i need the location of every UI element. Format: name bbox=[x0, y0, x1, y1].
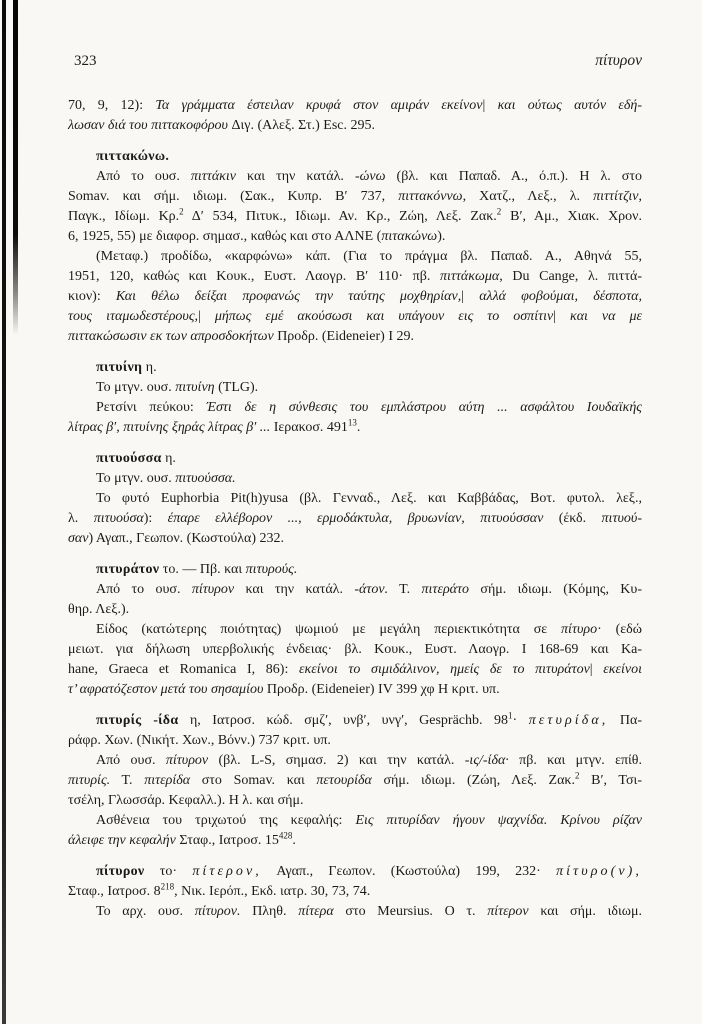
text-run: πιτυούσα bbox=[93, 511, 144, 526]
paragraph bbox=[68, 580, 642, 620]
text-line bbox=[68, 489, 642, 509]
text-run: Από το ουσ. bbox=[96, 582, 192, 597]
text-run: ) Αγαπ., Γεωπον. (Κωστούλα) 232. bbox=[88, 531, 285, 546]
text-run: | bbox=[461, 289, 480, 304]
text-run: πιτυράτον bbox=[96, 562, 160, 577]
paragraph bbox=[68, 96, 642, 136]
text-run: τ’ αφρατόζεστον μετά του σησαμίου bbox=[68, 682, 267, 697]
text-run: πιτυρούς. bbox=[245, 562, 298, 577]
text-run: αλλά φοβούμαι, δέσποτα, bbox=[479, 289, 642, 304]
paragraph bbox=[68, 620, 642, 700]
text-run: 2 bbox=[179, 206, 184, 217]
text-run: και την κατάλ. bbox=[234, 582, 355, 597]
text-run: 2 bbox=[574, 770, 580, 781]
text-run: λ. bbox=[68, 511, 94, 526]
entry-paragraph bbox=[68, 358, 642, 378]
text-line bbox=[68, 398, 642, 418]
text-run: (βλ. και Παπαδ. Α., ό.π.). Η λ. στο bbox=[385, 169, 642, 184]
text-run: πιτυρίς -ίδα bbox=[96, 713, 179, 728]
text-line bbox=[68, 327, 642, 347]
paragraph bbox=[68, 167, 642, 247]
text-line bbox=[68, 680, 642, 700]
text-run: πιτυούσσα. bbox=[175, 471, 236, 486]
text-run: -άτον. bbox=[354, 582, 389, 597]
text-run: λωσαν διά του πιττακοφόρου bbox=[68, 118, 232, 133]
text-run: έπαρε ελλέβορον ..., ερμοδάκτυλα, βρυωνίαν, πιτυούσσαν bbox=[167, 511, 544, 526]
text-run: , Νικ. Ιερόπ., Εκδ. ιατρ. 30, 73, 74. bbox=[174, 884, 371, 899]
text-line bbox=[68, 811, 642, 831]
text-run: Εις πιτυρίδαν ήγουν ψαχνίδα. Κρίνου ρίζαν bbox=[355, 813, 642, 828]
text-run: πιττακώνω. bbox=[96, 149, 170, 164]
text-run: ράφρ. Χων. (Νικήτ. Χων., Βόνν.) 737 κριτ. υπ. bbox=[68, 733, 331, 748]
text-line bbox=[68, 580, 642, 600]
text-run: 1951, 120, καθώς και Κουκ., Ευστ. Λαογρ. Β′ 110· πβ. bbox=[68, 269, 440, 284]
text-run: | bbox=[198, 309, 215, 324]
paragraph bbox=[68, 751, 642, 811]
text-line bbox=[68, 862, 642, 882]
text-line bbox=[68, 469, 642, 489]
text-line bbox=[68, 600, 642, 620]
entry-paragraph bbox=[68, 560, 642, 580]
text-run: Somav. και σήμ. ιδιωμ. (Σακ., Κυπρ. Β′ 737, bbox=[68, 189, 399, 204]
binding-shadow-inner bbox=[13, 0, 18, 335]
text-run: hane, Graeca et Romanica I, 86): bbox=[68, 662, 299, 677]
text-run: πιτυού- bbox=[601, 511, 642, 526]
text-run: | bbox=[482, 98, 498, 113]
text-line bbox=[68, 96, 642, 116]
text-run: , bbox=[638, 189, 642, 204]
text-run: πίτερον bbox=[487, 904, 529, 919]
page-header bbox=[68, 52, 642, 70]
text-line bbox=[68, 227, 642, 247]
text-line bbox=[68, 207, 642, 227]
text-run: τους ιταμωδεστέρους, bbox=[68, 309, 199, 324]
text-run: και ούτως αυτόν εδή- bbox=[497, 98, 642, 113]
text-run: πιτερίδα bbox=[144, 773, 191, 788]
text-line bbox=[68, 791, 642, 811]
text-run: στο Meursius. Ο τ. bbox=[333, 904, 488, 919]
paragraph bbox=[68, 247, 642, 347]
text-run: ). bbox=[437, 229, 446, 244]
text-run: Ασθένεια του τριχωτού της κεφαλής: bbox=[96, 813, 356, 828]
paragraph bbox=[68, 469, 642, 489]
text-run: πβ. και μτγν. επίθ. bbox=[508, 753, 642, 768]
text-run: (Μεταφ.) προδίδω, «καρφώνω» κάπ. (Για το πράγμα βλ. Παπαδ. Α., Αθηνά 55, bbox=[96, 249, 642, 264]
text-run: Το φυτό Euphorbia Pit(h)yusa (βλ. Γενναδ., Λεξ. και Καββάδας, Βοτ. φυτολ. λεξ., bbox=[96, 491, 642, 506]
text-run: πίτυρο bbox=[561, 622, 598, 637]
page-number: 323 bbox=[74, 53, 97, 69]
text-run: πιττάκιν bbox=[190, 169, 236, 184]
text-run: , Du Cange, λ. πιττά- bbox=[499, 269, 643, 284]
text-line bbox=[68, 509, 642, 529]
text-run: πετυρίδα, bbox=[528, 713, 609, 728]
text-run: (TLG). bbox=[214, 380, 259, 395]
text-run: · (εδώ bbox=[597, 622, 642, 637]
text-run: Από ουσ. bbox=[96, 753, 166, 768]
text-run: πιτυούσσα bbox=[96, 451, 162, 466]
text-run: και να με bbox=[569, 309, 642, 324]
text-run: η. bbox=[142, 360, 157, 375]
text-run: Είδος (κατώτερης ποιότητας) ψωμιού με μεγάλη περιεκτικότητα σε bbox=[96, 622, 562, 637]
text-run: πίτυρον bbox=[165, 753, 209, 768]
text-run: 218 bbox=[160, 881, 175, 892]
text-line bbox=[68, 640, 642, 660]
running-head: πίτυρον bbox=[595, 52, 642, 69]
paragraph bbox=[68, 811, 642, 851]
text-line bbox=[68, 147, 642, 167]
text-run: Προδρ. (Eideneier) I 29. bbox=[277, 329, 414, 344]
text-line bbox=[68, 167, 642, 187]
text-run: πίτερον, bbox=[192, 864, 262, 879]
text-run: εκείνοι bbox=[603, 662, 642, 677]
text-run: Ρετσίνι πεύκου: bbox=[96, 400, 207, 415]
text-line bbox=[68, 771, 642, 791]
text-run: Τα γράμματα έστειλαν κρυφά στον αμιράν εκείνον bbox=[155, 98, 483, 113]
page-body bbox=[68, 96, 642, 922]
text-run: Β′, Αμ., Χιακ. Χρον. bbox=[501, 209, 642, 224]
text-line bbox=[68, 902, 642, 922]
entry-paragraph bbox=[68, 862, 642, 902]
text-line bbox=[68, 287, 642, 307]
text-run: πετουρίδα bbox=[316, 773, 372, 788]
text-run: το. — Πβ. και bbox=[159, 562, 246, 577]
text-run: Το αρχ. ουσ. bbox=[96, 904, 195, 919]
text-run: · bbox=[512, 713, 529, 728]
text-run: η. bbox=[161, 451, 176, 466]
text-line bbox=[68, 267, 642, 287]
text-run: εκείνοι το σιμιδάλινον, ημείς δε το πιτυράτον bbox=[299, 662, 590, 677]
text-run: άλειφε την κεφαλήν bbox=[68, 833, 180, 848]
text-run: πίτυρον bbox=[96, 864, 145, 879]
text-run: σαν bbox=[68, 531, 89, 546]
text-line bbox=[68, 731, 642, 751]
text-line bbox=[68, 418, 642, 438]
text-run: Το μτγν. ουσ. bbox=[96, 380, 176, 395]
paragraph bbox=[68, 902, 642, 922]
text-run: 13 bbox=[347, 417, 357, 428]
text-run: Δ′ 534, Πιτυκ., Ιδιωμ. Αν. Κρ., Ζώη, Λεξ. Ζακ. bbox=[183, 209, 497, 224]
text-run: Έστι δε η σύνθεσις του εμπλάστρου αύτη ... ασφάλτου Ιουδαϊκής bbox=[206, 400, 642, 415]
text-run: η, Ιατροσ. κώδ. σμζ′, υνβ′, υνγ′, Gesprächb. 98 bbox=[178, 713, 509, 728]
text-run: μειωτ. για δήλωση υπερβολικής ένδειας· βλ. Κουκ., Ευστ. Λαογρ. I 168-69 και Ka- bbox=[68, 642, 642, 657]
entry-paragraph bbox=[68, 711, 642, 751]
text-run: Αγαπ., Γεωπον. (Κωστούλα) 199, 232· bbox=[261, 864, 557, 879]
text-run: Παγκ., Ιδίωμ. Κρ. bbox=[68, 209, 180, 224]
text-run: πιτακώνω bbox=[381, 229, 438, 244]
text-run: πίτυρον. bbox=[194, 904, 241, 919]
text-line bbox=[68, 560, 642, 580]
text-run: Πα- bbox=[608, 713, 642, 728]
text-line bbox=[68, 358, 642, 378]
text-run: και την κατάλ. bbox=[236, 169, 355, 184]
entry-paragraph bbox=[68, 147, 642, 167]
text-run: . bbox=[292, 833, 296, 848]
text-run: πιτυίνη bbox=[96, 360, 143, 375]
entry-paragraph bbox=[68, 449, 642, 469]
text-run: | bbox=[553, 309, 570, 324]
text-run: πιτυίνη bbox=[175, 380, 215, 395]
text-run: (έκδ. bbox=[543, 511, 602, 526]
text-run: (βλ. L-S, σημασ. 2) και την κατάλ. bbox=[208, 753, 465, 768]
text-run: και σήμ. ιδιωμ. bbox=[528, 904, 642, 919]
text-run: Σταφ., Ιατροσ. 15 bbox=[179, 833, 279, 848]
text-run: Προδρ. (Eideneier) IV 399 χφ Η κριτ. υπ. bbox=[266, 682, 500, 697]
text-run: πιτυρίς. bbox=[68, 773, 111, 788]
text-run: ): bbox=[143, 511, 168, 526]
text-run: Πληθ. bbox=[240, 904, 299, 919]
text-line bbox=[68, 711, 642, 731]
text-run: πιττάκωμα bbox=[439, 269, 500, 284]
text-line bbox=[68, 882, 642, 902]
paragraph bbox=[68, 398, 642, 438]
text-line bbox=[68, 307, 642, 327]
text-run: . bbox=[356, 420, 361, 435]
text-run: 2 bbox=[496, 206, 502, 217]
text-run: θηρ. Λεξ.). bbox=[68, 602, 130, 617]
text-line bbox=[68, 116, 642, 136]
text-run: πιττακόννω bbox=[398, 189, 463, 204]
text-line bbox=[68, 751, 642, 771]
text-run: 1 bbox=[508, 710, 513, 721]
text-run: 6, 1925, 55) με διαφορ. σημασ., καθώς και στο ΑΛΝΕ ( bbox=[68, 229, 382, 244]
text-run: σήμ. ιδιωμ. (Κόμης, Κυ- bbox=[469, 582, 642, 597]
text-run: κιον): bbox=[68, 289, 116, 304]
text-run: Το μτγν. ουσ. bbox=[96, 471, 176, 486]
text-line bbox=[68, 247, 642, 267]
text-run: πίτυρο(ν), bbox=[556, 864, 642, 879]
text-line bbox=[68, 449, 642, 469]
paragraph bbox=[68, 489, 642, 549]
text-run: | bbox=[589, 662, 604, 677]
text-line bbox=[68, 529, 642, 549]
text-run: πίτυρον bbox=[191, 582, 235, 597]
text-line bbox=[68, 660, 642, 680]
text-run: -ις/-ίδα· bbox=[464, 753, 509, 768]
text-run: Σταφ., Ιατροσ. 8 bbox=[68, 884, 161, 899]
text-line bbox=[68, 378, 642, 398]
text-run: πιτεράτο bbox=[421, 582, 470, 597]
text-run: Τ. bbox=[388, 582, 422, 597]
text-run: πιττακώσωσιν εκ των απροσδοκήτων bbox=[68, 329, 278, 344]
text-run: το· bbox=[144, 864, 193, 879]
text-run: 70, 9, 12): bbox=[68, 98, 156, 113]
text-run: Ιερακοσ. 491 bbox=[273, 420, 348, 435]
text-line bbox=[68, 620, 642, 640]
text-run: πιττίτζιν bbox=[593, 189, 639, 204]
text-run: στο Somav. και bbox=[190, 773, 317, 788]
text-run: Και θέλω δείξαι προφανώς την ταύτης μοχθηρίαν, bbox=[115, 289, 462, 304]
text-run: 428 bbox=[278, 830, 293, 841]
text-run: -ώνω bbox=[354, 169, 386, 184]
text-run: σήμ. ιδιωμ. (Ζώη, Λεξ. Ζακ. bbox=[371, 773, 575, 788]
binding-shadow-outer bbox=[2, 0, 6, 1024]
text-run: Διγ. (Αλεξ. Στ.) Esc. 295. bbox=[231, 118, 376, 133]
text-line bbox=[68, 187, 642, 207]
text-run: , Χατζ., Λεξ., λ. bbox=[462, 189, 594, 204]
text-line bbox=[68, 831, 642, 851]
paragraph bbox=[68, 378, 642, 398]
text-run: Από το ουσ. bbox=[96, 169, 191, 184]
text-run: τσέλη, Γλωσσάρ. Κεφαλλ.). Η λ. και σήμ. bbox=[68, 793, 304, 808]
text-run: πίτερα bbox=[298, 904, 334, 919]
text-run: Β′, Τσι- bbox=[579, 773, 642, 788]
text-run: μήπως εμέ ακούσωσι και υπάγουν εις το οσπίτιν bbox=[214, 309, 554, 324]
text-run: λίτρας β′, πιτυίνης ξηράς λίτρας β′ ... bbox=[68, 420, 274, 435]
text-run: Τ. bbox=[110, 773, 145, 788]
